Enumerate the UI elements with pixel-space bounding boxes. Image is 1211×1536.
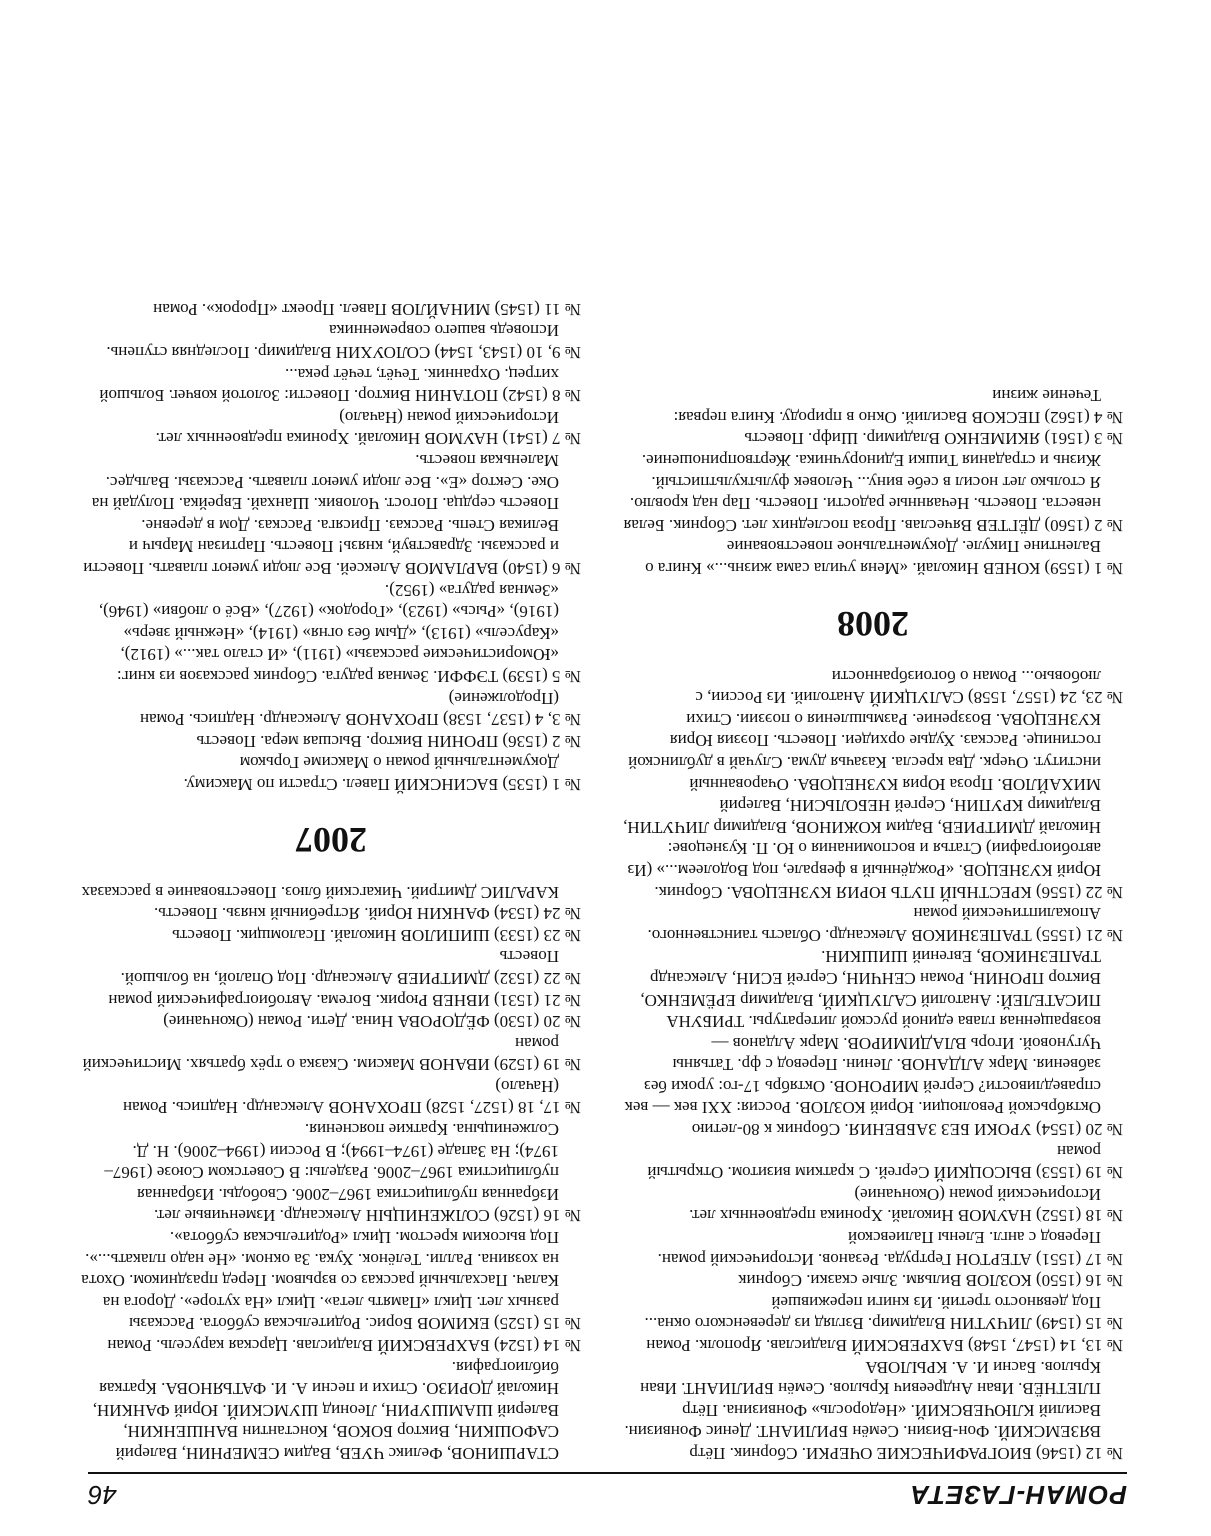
right-column: [623, 385, 1123, 1464]
continued-entry: СТАРШИНОВ, Феликс ЧУЕВ, Вадим СЕМЕРНИН, Валерий САФОШКИН, Виктор БОКОВ, Константин ВАНШЕНКИН, Валерий ШАМШУРИН, Леонид ШУМСКИЙ. Юрий ФАНКИН, Николай ДОРИЗО. Стихи и песни А. И. ФАТЬЯНОВА. Краткая библиография.: [92, 1357, 559, 1463]
catalog-entry: № 3 (1561) ЯКИМЕНКО Владимир. Шифр. Повесть: [744, 429, 1123, 449]
header-rule: [88, 1472, 1127, 1474]
catalog-entry: № 21 (1531) ИВНЕВ Рюрик. Богема. Автобиографический роман: [108, 990, 581, 1010]
catalog-entry: № 1 (1559) КОНЕВ Николай. «Меня учила сама жизнь...» Книга о Валентине Пикуле. Документальное повествование: [645, 537, 1123, 579]
catalog-entry: № 13, 14 (1547, 1548) БАХРЕВСКИЙ Владислав. Ярополк. Роман: [646, 1336, 1123, 1356]
catalog-entry: № 16 (1526) СОЛЖЕНИЦЫН Александр. Изменчивые лет. Избранная публицистика 1967–2006. Свободы. Избранная публицистика 1967–2006. Разделы: В Советском Союзе (1967–1974); На Западе (1974–1994); В России (1994–2006). Н. Д. Солженицына. Краткие пояснения.: [104, 1120, 581, 1226]
catalog-entry: № 12 (1546) БИОГРАФИЧЕСКИЕ ОЧЕРКИ. Сборник. Пётр ВЯЗЕМСКИЙ. Фон-Визин. Семён БРИЛИАНТ. Денис Фонвизин. Василий КЛЮЧЕВСКИЙ. «Недоросль» Фонвизина. Пётр ПЛЕТНЁВ. Иван Андреевич Крылов. Семён БРИЛИАНТ. Иван Крылов. Басни И. А. КРЫЛОВА: [624, 1357, 1123, 1463]
catalog-entry: № 16 (1550) КОЗЛОВ Вильям. Злые сказки. Сборник: [738, 1271, 1123, 1291]
year-heading-2008: 2008: [837, 604, 909, 645]
catalog-entry: № 9, 10 (1543, 1544) СОЛОУХИН Владимир. Последняя ступень. Исповедь вашего современника: [106, 321, 581, 363]
catalog-entry: № 8 (1542) ПОТАНИН Виктор. Повести: Золотой ковчег. Большой хитрец. Охранник. Течёт, течёт река...: [99, 364, 581, 406]
catalog-entry: № 4 (1562) ПЕСКОВ Василий. Окно в природу. Книга первая: Течение жизни: [673, 386, 1123, 427]
catalog-entry: № 20 (1530) ФЁДОРОВА Нина. Дети. Роман (Окончание): [163, 1012, 581, 1032]
catalog-entry: № 1 (1535) БАСИНСКИЙ Павел. Страсти по Максиму. Документальный роман о Максиме Горьком: [183, 753, 581, 794]
catalog-entry: № 5 (1539) ТЭФФИ. Земная радуга. Сборник рассказов из книг: «Юмористические рассказы» (1911), «И стало так...» (1912), «Карусель» (1913), «Дым без огня» (1914), «Нежный зверь» (1916), «Рысь» (1923), «Городок» (1927), «Всё о любви» (1946), «Земная радуга» (1952).: [98, 580, 581, 686]
magazine-title: РОМАН-ГАЗЕТА: [909, 1480, 1127, 1510]
catalog-entry: № 3, 4 (1537, 1538) ПРОХАНОВ Александр. Надпись. Роман (Продолжение): [139, 688, 581, 730]
catalog-entry: № 2 (1560) ДЁГТЕВ Вячеслав. Проза последних лет. Сборник. Белая невеста. Повесть. Нечаянные радости. Повесть. Пар над кровлю. Я столько лет носил в себе вину... Человек фульткультпистый. Жизнь и страдания Тишки Единоручника. Жертвоприношение.: [623, 451, 1123, 535]
catalog-entry: № 22 (1532) ДМИТРИЕВ Александр. Под Опалой, на большой. Повесть: [120, 947, 581, 988]
catalog-entry: № 23 (1533) ШИПИЛОВ Николай. Псаломщик. Повесть: [172, 925, 581, 945]
year-heading-2007: 2007: [295, 819, 367, 860]
catalog-entry: № 23, 24 (1557, 1558) САЛУЦКИЙ Анатолий. Из России, с любовью... Роман о богоизбранности: [695, 666, 1123, 708]
catalog-entry: № 11 (1545) МИНАЙЛОВ Павел. Проект «Пророк». Роман: [153, 299, 581, 319]
catalog-entry: № 17 (1551) АТЕРТОН Гертруда. Резанов. Исторический роман. Перевод с англ. Елены Палиевской: [657, 1228, 1123, 1269]
page-number: 46: [88, 1480, 117, 1510]
page-header: [88, 1476, 1127, 1510]
catalog-entry: № 19 (1529) ИВАНОВ Максим. Сказка о трёх братьях. Мистический роман: [82, 1033, 581, 1075]
catalog-entry: № 17, 18 (1527, 1528) ПРОХАНОВ Александр. Надпись. Роман (Начало): [122, 1076, 581, 1118]
catalog-entry: № 15 (1525) ЕКИМОВ Борис. Родительская суббота. Рассказы разных лет. Цикл «Память лета». Цикл «На хуторе». Дорога на Калач. Пасхальный рассказ со взрывом. Перед праздником. Охота на хозяина. Ралли. Телёнок. Хука. За окном. «Не надо плакать...». Под высоким крестом. Цикл «Родительская суббота».: [81, 1228, 581, 1334]
catalog-entry: № 20 (1554) УРОКИ БЕЗ ЗАБВЕНИЯ. Сборник к 80-летию Октябрьской Революции. Юрий КОЗЛОВ. Россия: XXI век — век справедливости? Сергей МИРОНОВ. Октябрь 17-го: уроки без забвения. Марк АЛДАНОВ. Ленин. Перевод с фр. Татьяны Чугуновой. Игорь ВЛАДИМИРОВ. Марк Алданов — возвращенная глава единой русской литературы. ТРИБУНА ПИСАТЕЛЕЙ: Анатолий САЛУЦКИЙ, Владимир ЕРЁМЕНКО, Виктор ПРОНИН, Роман СЕНЧИН, Сергей ЕСИН, Александр ТРАПЕЗНИКОВ, Евгений ШИШКИН.: [624, 947, 1123, 1140]
left-column: [81, 298, 581, 1464]
catalog-entry: № 19 (1553) ВЫСОЦКИЙ Сергей. С кратким визитом. Открытый роман: [647, 1141, 1123, 1183]
catalog-entry: № 21 (1555) ТРАПЕЗНИКОВ Александр. Область таинственного. Апокалиптический роман: [647, 904, 1123, 945]
catalog-entry: № 18 (1552) НАУМОВ Николай. Хроника предвоенных лет. Исторический роман (Окончание): [689, 1184, 1123, 1226]
catalog-entry: № 2 (1536) ПРОНИН Виктор. Высшая мера. Повесть: [196, 731, 581, 751]
catalog-entry: № 7 (1541) НАУМОВ Николай. Хроника предвоенных лет. Исторический роман (Начало): [155, 407, 581, 449]
catalog-entry: № 22 (1556) КРЕСТНЫЙ ПУТЬ ЮРИЯ КУЗНЕЦОВА. Сборник. Юрий КУЗНЕЦОВ. «Рождённый в феврале, под Водолеем...» (Из автобиографии) Статья и воспоминания о Ю. П. Кузнецове: Николай ДМИТРИЕВ, Вадим КОЖИНОВ, Владимир ЛИЧУТИН, Владимир КРУПИН, Сергей НЕБОЛЬСИН, Валерий МИХАЙЛОВ. Проза Юрия КУЗНЕЦОВА. Очарованный институт. Очерк. Два кресла. Казачья дума. Случай в дублинской гостинице. Рассказ. Худые орхидеи. Повесть. Поэзия Юрия КУЗНЕЦОВА. Воззрение. Размышления о поэзии. Стихи: [623, 709, 1123, 902]
catalog-entry: № 14 (1524) БАХРЕВСКИЙ Владислав. Царская карусель. Роман: [107, 1336, 581, 1356]
catalog-entry: № 6 (1540) ВАРЛАМОВ Алексей. Все люди умеют плавать. Повести и рассказы. Здравствуй, князь! Повесть. Партизан Марыч и Великая Степь. Рассказ. Присяга. Рассказ. Дом в деревне. Повесть сердца. Погост. Чоловик. Шанхай. Еврейка. Полудай на Оке. Сектор «Е». Все люди умеют плавать. Рассказы. Вальдес. Маленькая повесть.: [83, 451, 581, 579]
catalog-entry: № 24 (1534) ФАНКИН Юрий. Ястребиный князь. Повесть. КАРАЛИС Дмитрий. Чикагский блюз. Повествование в рассказах: [81, 882, 581, 924]
catalog-entry: № 15 (1549) ЛИЧУТИН Владимир. Взгляд из деревенского окна... Под девяносто третий. Из книги пережившей: [644, 1292, 1123, 1334]
